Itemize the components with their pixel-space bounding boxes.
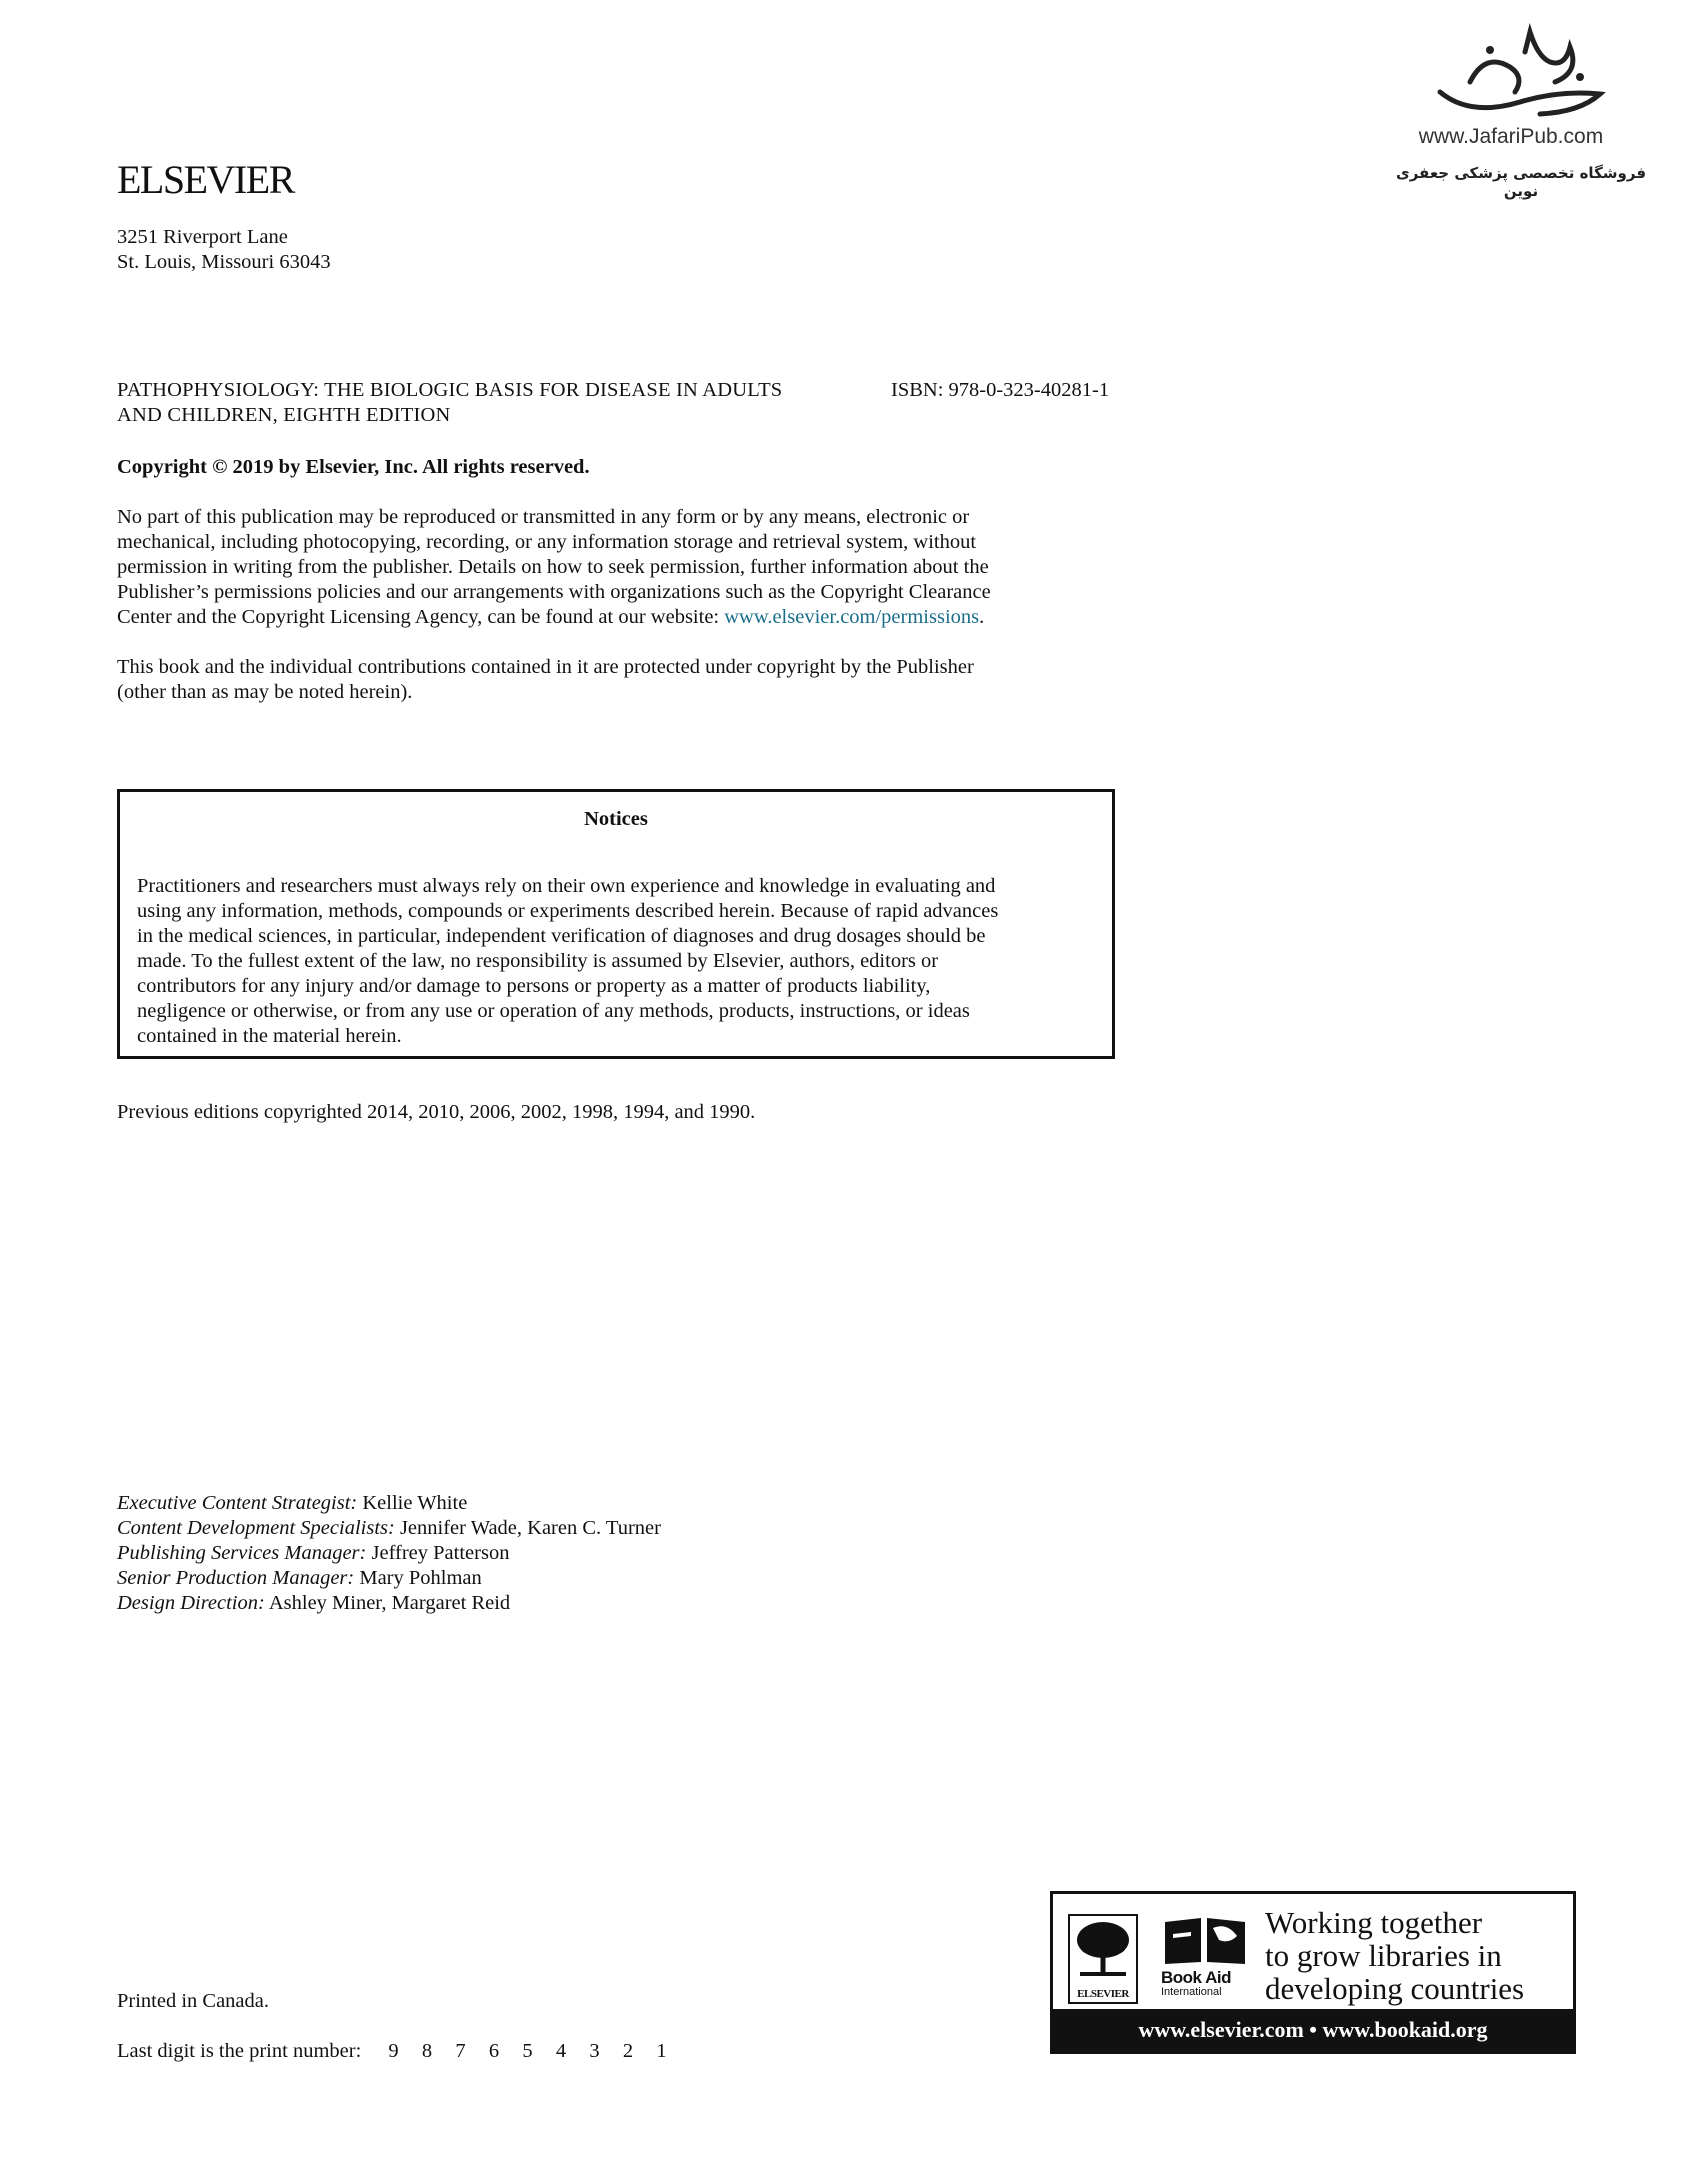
credit-role: Design Direction: (117, 1592, 265, 1614)
print-number-digit: 6 (488, 2040, 500, 2062)
credit-row (117, 1541, 661, 1566)
permissions-line: Publisher’s permissions policies and our arrangements with organizations such as the Copyright Clearance (117, 581, 991, 603)
watermark-url: www.JafariPub.com (1418, 125, 1604, 148)
tagline-line: developing countries (1265, 1971, 1525, 2006)
permissions-link[interactable]: www.elsevier.com/permissions (724, 606, 980, 628)
isbn: ISBN: 978-0-323-40281-1 (891, 379, 1110, 401)
jafari-calligraphy-logo-icon (1430, 22, 1620, 122)
credit-role: Senior Production Manager: (117, 1567, 355, 1589)
notices-line: negligence or otherwise, or from any use or operation of any methods, products, instructions, or ideas (137, 1000, 970, 1022)
credit-name: Ashley Miner, Margaret Reid (264, 1592, 511, 1614)
address-line-1: 3251 Riverport Lane (117, 226, 288, 248)
credit-name: Jennifer Wade, Karen C. Turner (394, 1517, 661, 1539)
bookaid-international: International (1161, 1986, 1222, 1998)
print-number-label: Last digit is the print number: (117, 2040, 362, 2062)
elsevier-logo-label: ELSEVIER (1077, 1988, 1129, 2000)
notices-line: contributors for any injury and/or damage to persons or property as a matter of products liability, (137, 975, 931, 997)
notices-line: in the medical sciences, in particular, independent verification of diagnoses and drug dosages should be (137, 925, 986, 947)
print-number-digit: 3 (589, 2040, 600, 2062)
protected-line: (other than as may be noted herein). (117, 681, 413, 703)
bookaid-footer-urls: www.elsevier.com • www.bookaid.org (1053, 2009, 1573, 2051)
credit-row (117, 1566, 661, 1591)
notices-body (137, 874, 1107, 1049)
permissions-line: permission in writing from the publisher. Details on how to seek permission, further information about the (117, 556, 989, 578)
credit-name: Jeffrey Patterson (366, 1542, 510, 1564)
print-number-digit: 9 (388, 2040, 399, 2062)
credit-row (117, 1591, 661, 1616)
tagline-line: Working together (1265, 1905, 1483, 1940)
book-aid-book-icon (1161, 1914, 1249, 1966)
book-title-line-1: PATHOPHYSIOLOGY: THE BIOLOGIC BASIS FOR DISEASE IN ADULTS (117, 379, 783, 401)
notices-line: using any information, methods, compounds or experiments described herein. Because of rapid advances (137, 900, 999, 922)
permissions-line (117, 605, 1117, 630)
bookaid-advert (1050, 1891, 1576, 2054)
protected-paragraph (117, 655, 1117, 705)
copyright-statement: Copyright © 2019 by Elsevier, Inc. All rights reserved. (117, 456, 590, 478)
print-number-digit: 1 (656, 2040, 667, 2062)
permissions-line-text: Center and the Copyright Licensing Agency, can be found at our website: (117, 606, 725, 628)
protected-line: This book and the individual contributions contained in it are protected under copyright by the Publisher (117, 656, 974, 678)
print-numbers (388, 2040, 690, 2062)
notices-line: Practitioners and researchers must always rely on their own experience and knowledge in evaluating and (137, 875, 996, 897)
address-line-2: St. Louis, Missouri 63043 (117, 251, 331, 273)
watermark-persian-text: فروشگاه تخصصی پزشکی جعفری نوین (1395, 164, 1647, 200)
print-number-digit: 7 (455, 2040, 466, 2062)
credit-role: Executive Content Strategist: (117, 1492, 358, 1514)
elsevier-tree-logo-icon (1068, 1914, 1138, 2004)
bookaid-name: Book Aid (1161, 1968, 1231, 1987)
book-title (117, 378, 837, 428)
credit-role: Content Development Specialists: (117, 1517, 395, 1539)
permissions-paragraph (117, 505, 1117, 630)
bookaid-tagline (1265, 1906, 1565, 2005)
credit-name: Kellie White (357, 1492, 468, 1514)
permissions-line: mechanical, including photocopying, recording, or any information storage and retrieval system, without (117, 531, 977, 553)
watermark (1380, 22, 1680, 200)
credit-name: Mary Pohlman (354, 1567, 482, 1589)
notices-line: contained in the material herein. (137, 1025, 402, 1047)
tree-icon (1070, 1916, 1136, 1982)
permissions-line: No part of this publication may be reproduced or transmitted in any form or by any means, electronic or (117, 506, 970, 528)
notices-heading: Notices (584, 808, 648, 830)
permissions-period: . (979, 606, 985, 628)
credit-role: Publishing Services Manager: (117, 1542, 367, 1564)
credits-list (117, 1491, 661, 1616)
print-number-digit: 5 (522, 2040, 533, 2062)
publisher-address (117, 225, 331, 275)
book-title-line-2: AND CHILDREN, EIGHTH EDITION (117, 404, 451, 426)
print-number-digit: 4 (555, 2040, 567, 2062)
credit-row (117, 1516, 661, 1541)
bookaid-logo (1161, 1914, 1249, 2004)
print-number-line (117, 2039, 690, 2064)
print-number-digit: 2 (622, 2040, 634, 2062)
print-number-digit: 8 (421, 2040, 433, 2062)
tagline-line: to grow libraries in (1265, 1938, 1502, 1973)
notices-box (117, 789, 1115, 1059)
printed-in: Printed in Canada. (117, 1990, 270, 2012)
publisher-wordmark: ELSEVIER (117, 157, 294, 202)
notices-line: made. To the fullest extent of the law, no responsibility is assumed by Elsevier, authors, editors or (137, 950, 939, 972)
previous-editions: Previous editions copyrighted 2014, 2010, 2006, 2002, 1998, 1994, and 1990. (117, 1101, 756, 1123)
credit-row (117, 1491, 661, 1516)
